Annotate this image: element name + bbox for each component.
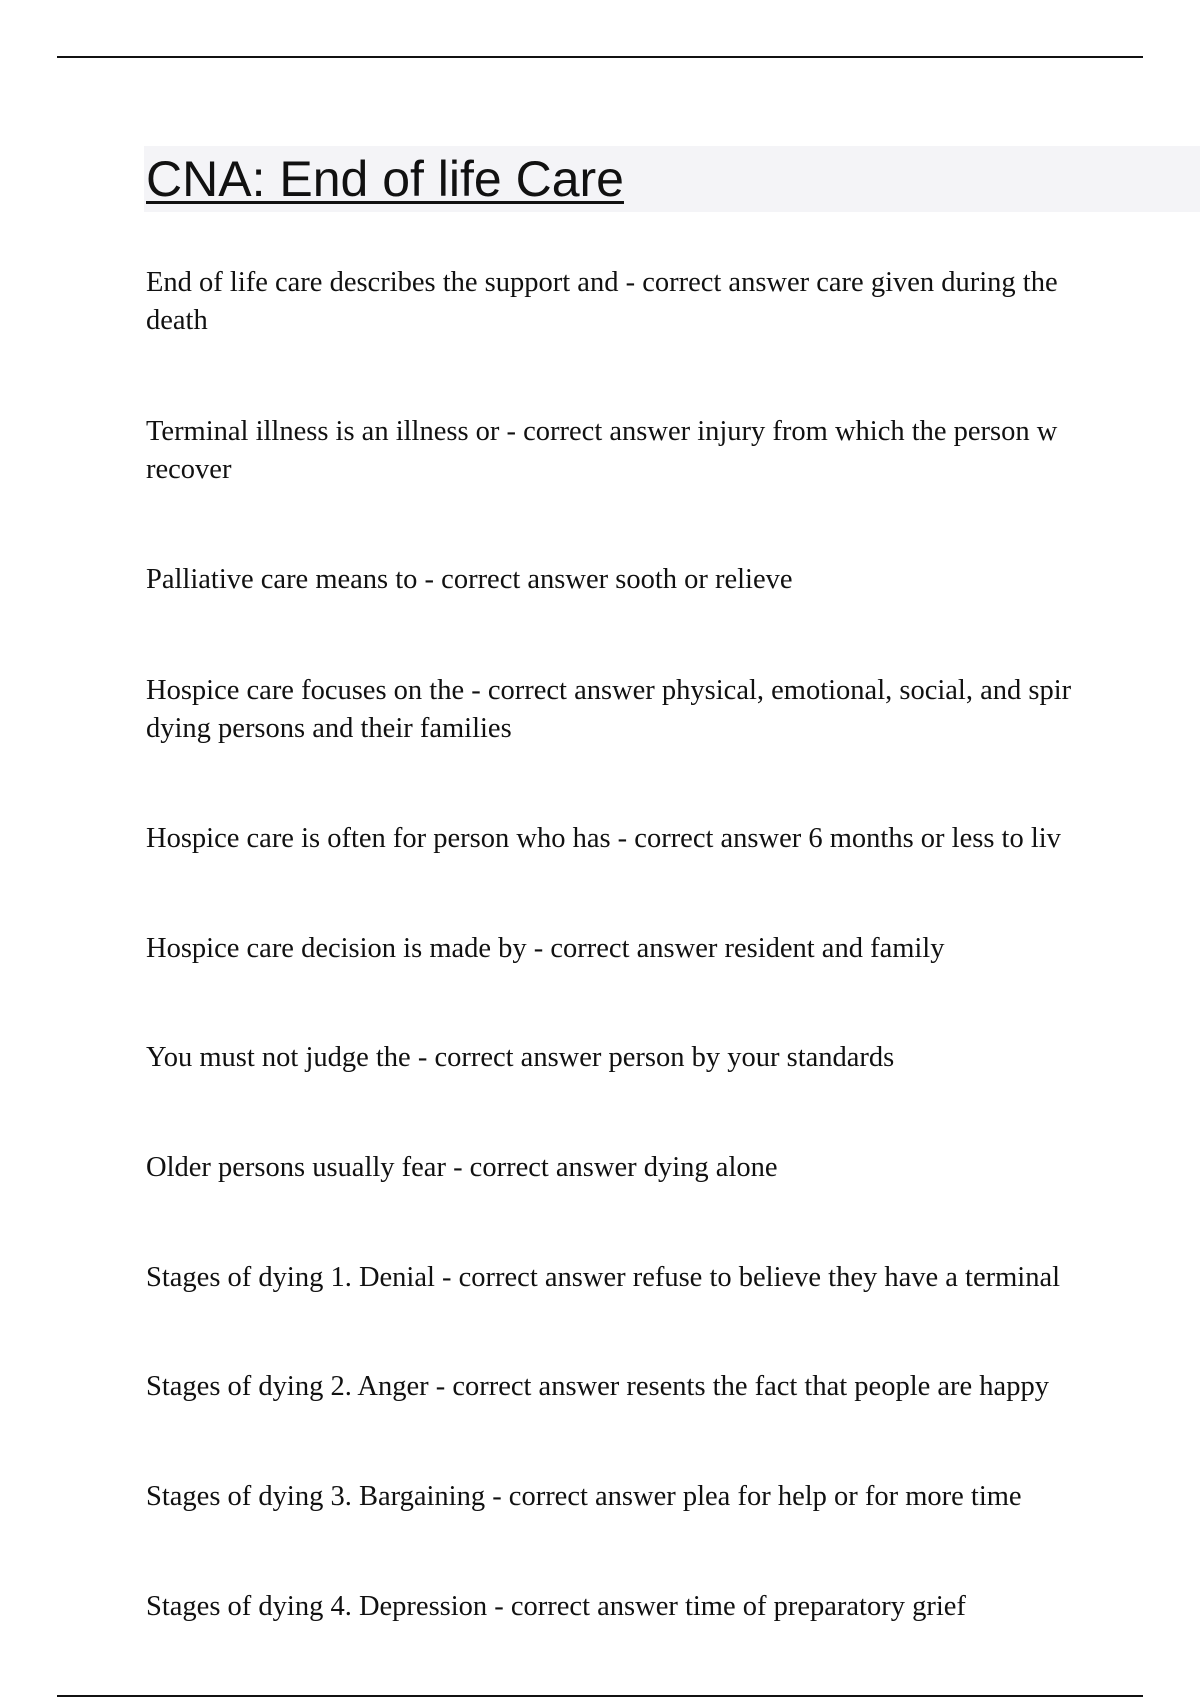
item-line: Older persons usually fear - correct answer dying alone — [146, 1152, 778, 1183]
item-line: Stages of dying 1. Denial - correct answer refuse to believe they have a terminal — [146, 1262, 1061, 1293]
item-line: Stages of dying 2. Anger - correct answer resents the fact that people are happy — [146, 1371, 1049, 1402]
list-item — [146, 413, 1200, 489]
item-line: You must not judge the - correct answer person by your standards — [146, 1042, 895, 1073]
item-line-continued: death — [146, 305, 208, 336]
list-item — [146, 264, 1200, 340]
item-line: Terminal illness is an illness or - correct answer injury from which the person w — [146, 416, 1058, 447]
item-line-continued: dying persons and their families — [146, 713, 512, 744]
item-line: Palliative care means to - correct answer sooth or relieve — [146, 564, 793, 595]
item-line: Hospice care focuses on the - correct answer physical, emotional, social, and spir — [146, 675, 1072, 706]
bottom-rule — [57, 1695, 1143, 1697]
list-item — [146, 1368, 1200, 1406]
list-item — [146, 1259, 1200, 1297]
list-item — [146, 820, 1200, 858]
document-title: CNA: End of life Care — [146, 151, 624, 207]
list-item — [146, 1478, 1200, 1516]
item-line: Hospice care is often for person who has - correct answer 6 months or less to liv — [146, 823, 1061, 854]
item-line: End of life care describes the support and - correct answer care given during the — [146, 267, 1058, 298]
item-line: Stages of dying 4. Depression - correct answer time of preparatory grief — [146, 1591, 966, 1622]
item-line: Hospice care decision is made by - correct answer resident and family — [146, 933, 945, 964]
list-item — [146, 561, 1200, 599]
list-item — [146, 1149, 1200, 1187]
item-line-continued: recover — [146, 454, 232, 485]
list-item — [146, 1588, 1200, 1626]
item-line: Stages of dying 3. Bargaining - correct answer plea for help or for more time — [146, 1481, 1022, 1512]
list-item — [146, 930, 1200, 968]
list-item — [146, 1039, 1200, 1077]
list-item — [146, 672, 1200, 748]
top-rule — [57, 56, 1143, 58]
